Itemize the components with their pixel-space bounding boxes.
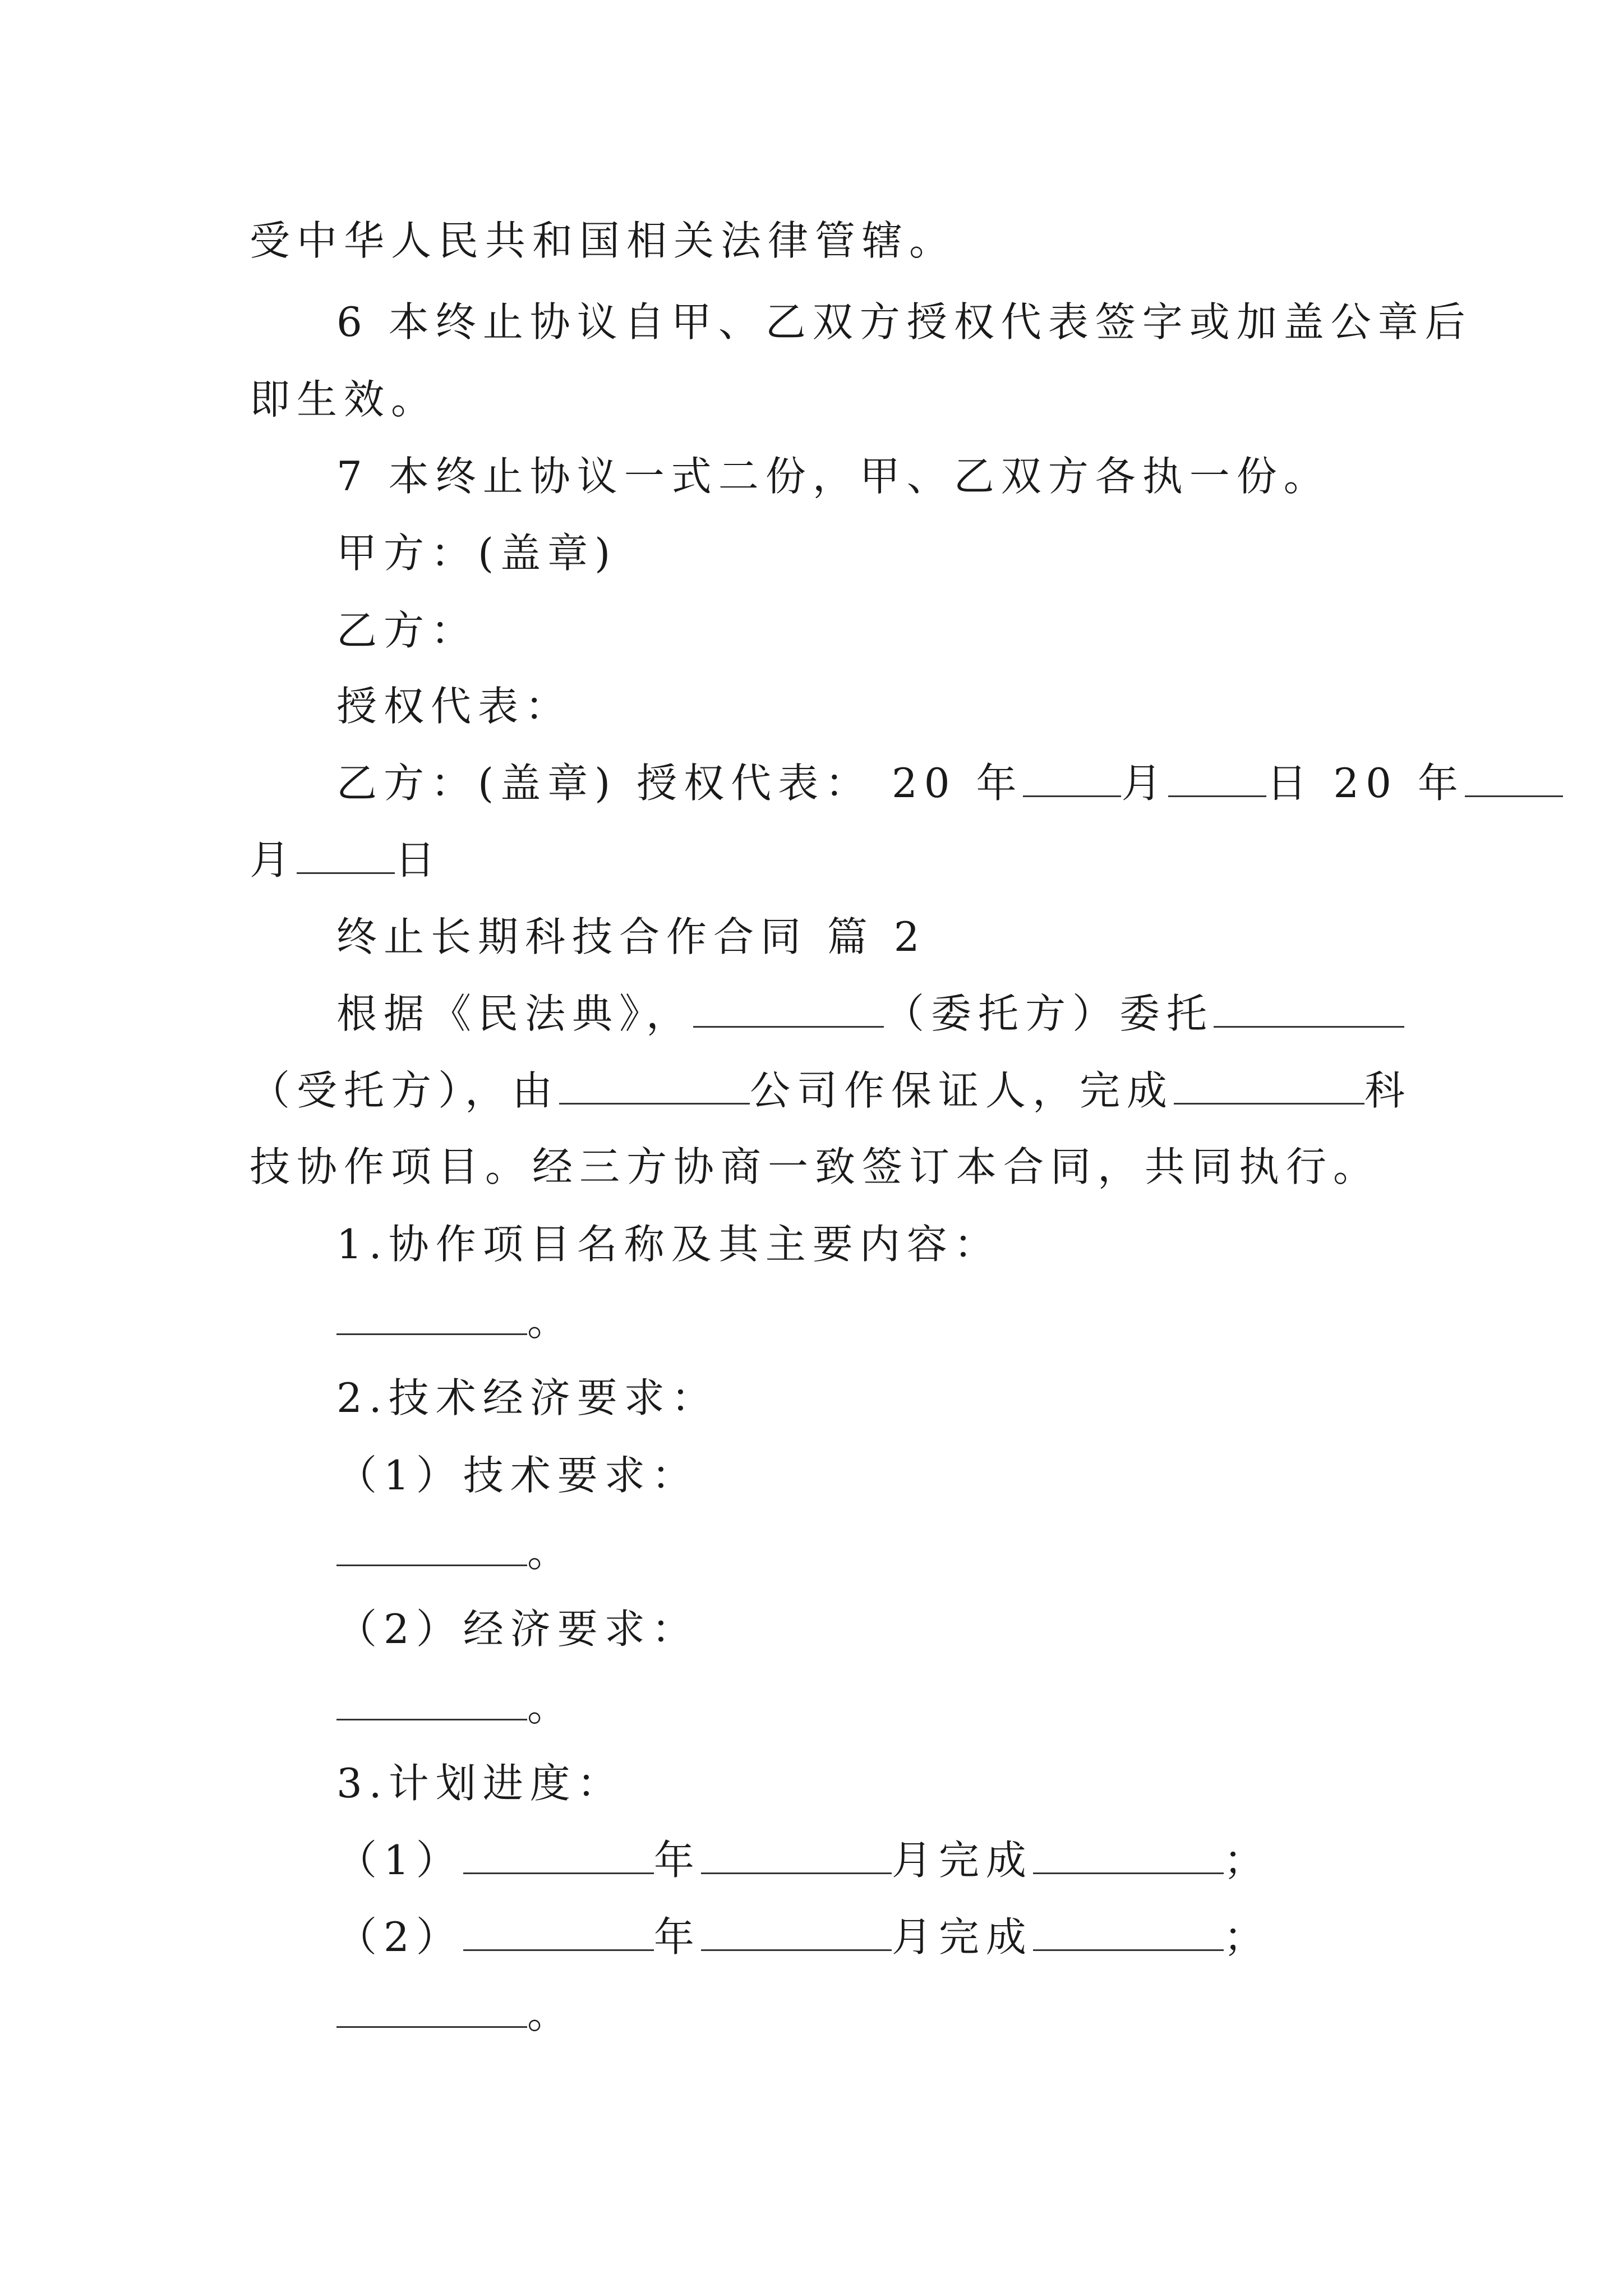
month-complete-label: 月完成 <box>891 1913 1033 1961</box>
text-line-authorized-rep: 授权代表： <box>336 683 573 730</box>
project-label: 科 <box>1364 1067 1412 1114</box>
principal-label: （委托方）委托 <box>884 990 1214 1037</box>
text-line-intro-2 <box>250 1067 1412 1114</box>
day-year-label: 日 20 年 <box>1266 760 1465 807</box>
schedule-fill <box>336 1990 575 2037</box>
blank-month <box>701 1840 892 1874</box>
text-line-party-b: 乙方： <box>336 607 478 654</box>
blank-day-2 <box>297 840 395 874</box>
item-2-heading: 2.技术经济要求： <box>336 1374 718 1421</box>
signature-text: 乙方：(盖章) 授权代表： 20 年 <box>336 760 1023 807</box>
item-2-1-heading: （1）技术要求： <box>336 1452 699 1499</box>
blank-day <box>1168 763 1266 797</box>
item-1-fill <box>336 1297 575 1345</box>
blank-milestone <box>1033 1917 1224 1951</box>
month-label: 月 <box>1121 760 1169 807</box>
item-1-heading: 1.协作项目名称及其主要内容： <box>336 1221 1001 1268</box>
guarantor-label: 公司作保证人，完成 <box>750 1067 1174 1114</box>
blank-tech-req <box>336 1532 527 1566</box>
period: 。 <box>527 1529 575 1576</box>
text-line-jurisdiction: 受中华人民共和国相关法律管辖。 <box>250 217 957 264</box>
blank-guarantor <box>559 1070 750 1105</box>
agent-label: （受托方），由 <box>250 1067 560 1114</box>
text-line-date-cont <box>250 836 442 884</box>
text-line-party-a: 甲方：(盖章) <box>336 530 617 577</box>
blank-month <box>701 1917 892 1951</box>
item-2-2-fill <box>336 1683 575 1730</box>
semicolon: ； <box>1223 1913 1271 1961</box>
month-label-2: 月 <box>250 836 297 884</box>
text-line-clause-6-cont: 即生效。 <box>250 376 439 423</box>
item-3-heading: 3.计划进度： <box>336 1760 624 1807</box>
blank-year <box>463 1917 654 1951</box>
text-line-intro <box>336 990 1404 1037</box>
blank-project-content <box>336 1301 527 1335</box>
schedule-row-2 <box>336 1913 1271 1961</box>
blank-project <box>1174 1070 1364 1105</box>
blank-principal <box>693 993 884 1028</box>
year-label: 年 <box>653 1913 701 1961</box>
blank-month <box>1023 763 1121 797</box>
intro-text: 根据《民法典》， <box>336 990 694 1037</box>
text-line-clause-6: 6 本终止协议自甲、乙双方授权代表签字或加盖公章后 <box>336 298 1472 346</box>
blank-econ-req <box>336 1686 527 1720</box>
schedule-row-1 <box>336 1837 1271 1884</box>
text-line-intro-3: 技协作项目。经三方协商一致签订本合同，共同执行。 <box>250 1143 1381 1190</box>
blank-month-2 <box>1465 763 1563 797</box>
blank-year <box>463 1840 654 1874</box>
month-complete-label: 月完成 <box>891 1837 1033 1884</box>
period: 。 <box>527 1297 575 1345</box>
schedule-index: （1） <box>336 1837 463 1884</box>
semicolon: ； <box>1223 1837 1271 1884</box>
section-heading: 终止长期科技合作合同 篇 2 <box>336 913 926 960</box>
period: 。 <box>527 1683 575 1730</box>
day-label-2: 日 <box>395 836 442 884</box>
item-2-2-heading: （2）经济要求： <box>336 1605 699 1653</box>
schedule-index: （2） <box>336 1913 463 1961</box>
blank-agent <box>1214 993 1404 1028</box>
blank-schedule-more <box>336 1994 527 2028</box>
item-2-1-fill <box>336 1529 575 1576</box>
text-line-signature-date <box>336 760 1563 807</box>
text-line-clause-7: 7 本终止协议一式二份，甲、乙双方各执一份。 <box>336 453 1331 500</box>
year-label: 年 <box>653 1837 701 1884</box>
blank-milestone <box>1033 1840 1224 1874</box>
period: 。 <box>527 1990 575 2037</box>
